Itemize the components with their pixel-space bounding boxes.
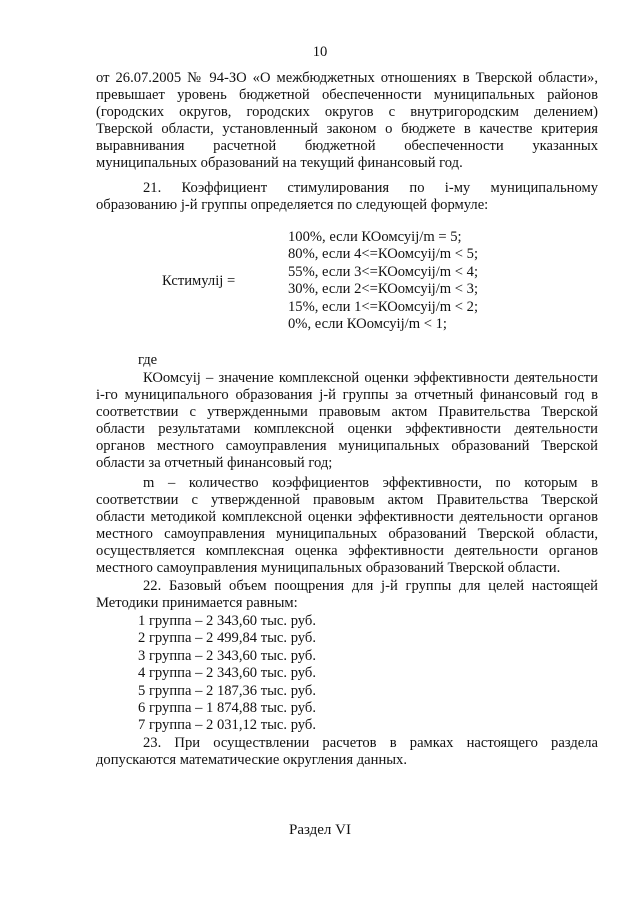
text-line: 21. Коэффициент стимулирования по i-му муниципальному: [143, 180, 598, 196]
definition-ko: [96, 370, 598, 472]
text-line: допускаются математические округления данных.: [96, 752, 408, 768]
text-line: Методики принимается равным:: [96, 595, 298, 611]
section-title: Раздел VI: [288, 822, 351, 838]
formula-case: 80%, если 4<=КОомсуij/m < 5;: [288, 246, 479, 263]
text-line: области методикой комплексной оценки эффективности деятельности органов: [96, 509, 598, 525]
text-line: превышает уровень бюджетной обеспеченности муниципальных районов: [96, 87, 598, 103]
text-line: i-го муниципального образования j-й группы за отчетный финансовый год в: [96, 387, 598, 403]
text-line: области за отчетный финансовый год;: [96, 455, 333, 471]
text-line: соответствии с утвержденными правовым актом Правительства Тверской: [96, 404, 598, 420]
text-line: органов местного самоуправления муниципальных образований Тверской: [96, 438, 598, 454]
text-line: 22. Базовый объем поощрения для j-й группы для целей настоящей: [143, 578, 598, 594]
text-line: местного самоуправления муниципальных образований Тверской области,: [96, 526, 598, 542]
text-line: соответствии с утвержденной правовым актом Правительства Тверской: [96, 492, 598, 508]
paragraph-continuation: [96, 70, 598, 172]
list-item: 6 группа – 1 874,88 тыс. руб.: [138, 699, 316, 716]
formula-case: 55%, если 3<=КОомсуij/m < 4;: [288, 263, 479, 280]
text-line: КОомсуij – значение комплексной оценки эффективности деятельности: [143, 370, 598, 386]
formula-lhs: Кстимулij =: [162, 273, 236, 289]
list-item: 3 группа – 2 343,60 тыс. руб.: [138, 647, 316, 664]
list-item: 1 группа – 2 343,60 тыс. руб.: [138, 613, 316, 629]
formula-case: 15%, если 1<=КОомсуij/m < 2;: [288, 298, 479, 315]
paragraph-22: [96, 578, 598, 612]
formula-case: 100%, если КОомсуij/m = 5;: [288, 229, 462, 245]
text-line: области результатами комплексной оценки эффективности деятельности: [96, 421, 598, 437]
list-item: 4 группа – 2 343,60 тыс. руб.: [138, 665, 316, 682]
text-line: местного самоуправления муниципальных образований Тверской области.: [96, 560, 561, 576]
text-line: (городских округов, городских округов с внутригородским делением): [96, 104, 598, 120]
list-item: 5 группа – 2 187,36 тыс. руб.: [138, 682, 316, 699]
definition-m: [96, 475, 598, 577]
text-line: Тверской области, установленный законом о бюджете в качестве критерия: [96, 121, 598, 137]
text-line: выравнивания расчетной бюджетной обеспеченности указанных: [96, 138, 598, 154]
page-number: 10: [312, 44, 328, 60]
where-label: где: [138, 352, 158, 368]
group-list: [138, 613, 316, 735]
list-item: 2 группа – 2 499,84 тыс. руб.: [138, 630, 316, 647]
text-line: муниципальных образований на текущий финансовый год.: [96, 155, 463, 171]
text-line: от 26.07.2005 № 94-ЗО «О межбюджетных отношениях в Тверской области»,: [96, 70, 598, 86]
formula-case: 0%, если КОомсуij/m < 1;: [288, 315, 447, 332]
text-line: образованию j-й группы определяется по следующей формуле:: [96, 197, 489, 213]
paragraph-23: [96, 735, 598, 769]
list-item: 7 группа – 2 031,12 тыс. руб.: [138, 717, 316, 734]
formula-case: 30%, если 2<=КОомсуij/m < 3;: [288, 281, 479, 298]
paragraph-21: [96, 180, 598, 214]
text-line: m – количество коэффициентов эффективности, по которым в: [143, 475, 598, 491]
formula-cases: [288, 229, 478, 333]
text-line: 23. При осуществлении расчетов в рамках настоящего раздела: [143, 735, 598, 751]
text-line: осуществляется комплексная оценка эффективности деятельности органов: [96, 543, 598, 559]
